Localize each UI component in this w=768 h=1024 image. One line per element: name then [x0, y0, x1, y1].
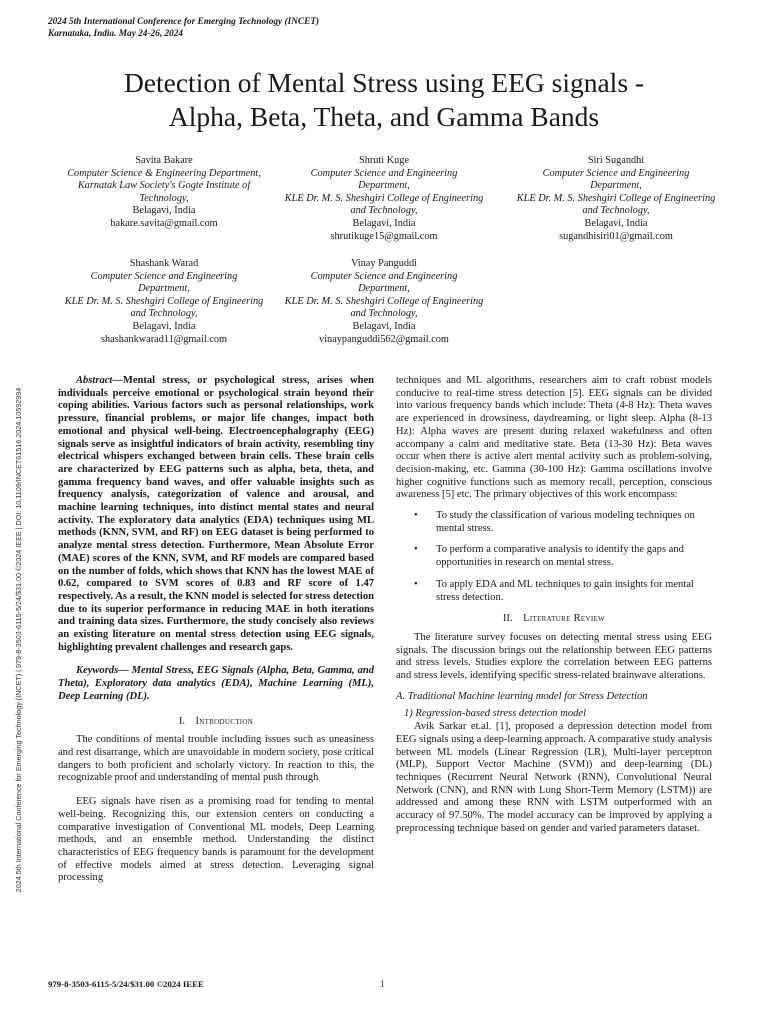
abstract-label: Abstract — [76, 375, 113, 386]
intro-paragraph-2: EEG signals have risen as a promising road for tending to mental well-being. Recognizing this, our extension centers on conducting a comparative investigation of Conventional ML models, Deep Learning methods, and an ensemble method. Understanding the distinct characteristics of EEG frequency bands is paramount for the development of effective models aimed at stress detection. Leveraging signal processing — [58, 796, 374, 884]
section-heading-introduction — [58, 716, 374, 729]
author-name: Siri Sugandhi — [587, 155, 645, 166]
author-email[interactable]: vinaypanguddi562@gmail.com — [319, 333, 449, 345]
author-institution: KLE Dr. M. S. Sheshgiri College of Engineering and Technology, — [64, 295, 264, 320]
author-block — [64, 258, 264, 346]
left-column — [58, 375, 374, 885]
author-email[interactable]: shashankwarad11@gmail.com — [100, 333, 228, 345]
bullet-icon: • — [414, 544, 418, 556]
abstract-dash: — — [112, 375, 123, 386]
author-institution: KLE Dr. M. S. Sheshgiri College of Engineering and Technology, — [516, 192, 716, 217]
author-name: Vinay Panguddi — [350, 258, 418, 269]
literature-paragraph-2: Avik Sarkar et.al. [1], proposed a depression detection model from EEG signals using a deep-learning approach. A comparative study analysis between ML models (Linear Regression (LR), Multi-layer perceptron (MLP), Support Vector Machine (SVM)) and deep-learning (DL) techniques (Recurrent Neural Network (RNN), Convolutional Neural Network (CNN), and RNN with Long Short-Term Memory (LSTM)) are addressed and among these RNN with LSTM outperformed with an accuracy of 97.50%. The model accuracy can be improved by applying a preprocessing technique based on gender and varied parameters dataset. — [396, 721, 712, 834]
conference-name: 2024 5th International Conference for Emerging Technology (INCET) — [48, 17, 320, 27]
page-number: 1 — [380, 979, 385, 989]
subsection-heading: A. Traditional Machine learning model for Stress Detection — [396, 690, 648, 702]
conference-header — [48, 16, 319, 40]
author-city: Belagavi, India — [352, 217, 416, 229]
author-department: Computer Science and Engineering Department, — [310, 167, 458, 192]
objective-text: To perform a comparative analysis to identify the gaps and opportunities in research on mental stress. — [436, 544, 684, 569]
author-name: Shashank Warad — [129, 258, 199, 269]
abstract-text: Mental stress, or psychological stress, arises when individuals perceive emotional or psychological strain beyond their coping abilities. Various factors such as personal relationships, work pressure, financial problems, or major life changes, impact both emotional and physical well-being. Electroencephalography (EEG) signals serve as insightful indicators of brain activity, resembling tiny electrical whispers exchanged between brain cells. These brain cells are characterized by EEG patterns such as alpha, beta, theta, and gamma frequency band waves, and offer valuable insights such as frequency analysis, categorization of valence and arousal, and machine learning techniques, into distinct mental states and neural activity. The exploratory data analytics (EDA) techniques using ML methods (KNN, SVM, and RF) on EEG dataset is being performed to analyze mental stress detection. Furthermore, Mean Absolute Error (MAE) scores of the KNN, SVM, and RF models are compared based on the number of folds, which shows that KNN has the lowest MAE of 0.62, compared to SVM scores of 0.83 and RF score of 1.47 respectively. As a result, the KNN model is selected for stress detection due to its superior performance in reducing MAE in both iterations and training data sizes. Furthermore, the study concisely also reviews an existing literature on mental stress detection using EEG signals, highlighting prevalent challenges and research gaps. — [58, 375, 374, 653]
author-email[interactable]: bakare.savita@gmail.com — [110, 217, 218, 229]
author-department: Computer Science and Engineering Department, — [310, 270, 458, 295]
intro-paragraph-1: The conditions of mental trouble including issues such as uneasiness and rest disarrange, which are unavoidable in modern society, pose critical dangers to both proficient and scholarly victory. In reaction to this, the recognizable proof and understanding of mental push through — [58, 734, 374, 784]
subsubsection-heading: 1) Regression-based stress detection model — [404, 708, 586, 720]
footer-isbn: 979-8-3503-6115-5/24/$31.00 ©2024 IEEE — [48, 979, 204, 989]
section-number: I. — [178, 715, 185, 727]
keywords-text: — Mental Stress, EEG Signals (Alpha, Beta, Gamma, and Theta), Exploratory data analytics (EDA), Machine Learning (ML), Deep Learning (DL). — [58, 665, 374, 702]
section-title: Introduction — [195, 715, 254, 727]
author-institution: Karnatak Law Society's Gogte Institute of Technology, — [77, 180, 251, 204]
list-item — [414, 510, 712, 535]
author-name: Savita Bakare — [135, 155, 193, 166]
doi-sidebar: 2024 5th International Conference for Emerging Technology (INCET) | 979-8-3503-6115-5/24/$31.00 ©2024 IEEE | DOI: 10.1109/INCET61516.2024.10592994 — [14, 387, 23, 893]
conference-location-date: Karnataka, India. May 24-26, 2024 — [48, 29, 184, 39]
title-line-1: Detection of Mental Stress using EEG signals - — [123, 67, 645, 98]
author-block — [284, 155, 484, 243]
objective-text: To study the classification of various modeling techniques on mental stress. — [436, 510, 695, 534]
section-number: II. — [503, 613, 513, 625]
author-department: Computer Science & Engineering Department, — [67, 167, 261, 179]
author-block — [284, 258, 484, 346]
bullet-icon: • — [414, 510, 418, 522]
author-block — [64, 155, 264, 231]
author-email[interactable]: sugandhisiri01@gmail.com — [559, 230, 673, 242]
keywords-label: Keywords — [76, 665, 119, 677]
author-city: Belagavi, India — [584, 217, 648, 229]
objectives-list — [396, 510, 712, 604]
keywords — [58, 665, 374, 703]
objective-text: To apply EDA and ML techniques to gain insights for mental stress detection. — [436, 578, 694, 603]
author-name: Shruti Kuge — [358, 155, 410, 166]
right-column — [396, 375, 712, 836]
section-heading-literature — [396, 613, 712, 626]
author-city: Belagavi, India — [352, 320, 416, 332]
section-title: Literature Review — [523, 613, 605, 625]
abstract — [58, 375, 374, 654]
author-city: Belagavi, India — [132, 205, 196, 217]
author-department: Computer Science and Engineering Department, — [90, 270, 238, 295]
author-city: Belagavi, India — [132, 320, 196, 332]
author-institution: KLE Dr. M. S. Sheshgiri College of Engineering and Technology, — [284, 192, 484, 217]
author-department: Computer Science and Engineering Department, — [542, 167, 690, 192]
paper-title — [40, 66, 728, 134]
list-item — [414, 544, 712, 569]
title-line-2: Alpha, Beta, Theta, and Gamma Bands — [168, 101, 600, 132]
list-item — [414, 578, 712, 604]
author-block — [516, 155, 716, 243]
author-institution: KLE Dr. M. S. Sheshgiri College of Engineering and Technology, — [284, 295, 484, 320]
author-email[interactable]: shrutikuge15@gmail.com — [330, 230, 438, 242]
literature-paragraph-1: The literature survey focuses on detecting mental stress using EEG signals. The discussion brings out the relationship between EEG patterns and stress levels. Studies explore the correlation between EEG patterns and stress levels, identifying specific stress-related brainwave alterations. — [396, 631, 712, 682]
bullet-icon: • — [414, 578, 418, 590]
intro-continued: techniques and ML algorithms, researchers aim to craft robust models conducive to real-time stress detection [5]. EEG signals can be divided into various frequency bands which include: Theta (4-8 Hz): Theta waves are experienced in drowsiness, daydreaming, or light sleep. Alpha (8-13 Hz): Alpha waves are present during relaxed wakefulness and often accompany a calm and meditative state. Beta (13-30 Hz): Beta waves occur when there is active alert mental activity such as problem-solving, decision-making, etc. Gamma (30-100 Hz): Gamma oscillations involve higher cognitive functions such as memory recall, perception, conscious awareness [5] etc. The primary objectives of this work encompass: — [396, 375, 712, 501]
